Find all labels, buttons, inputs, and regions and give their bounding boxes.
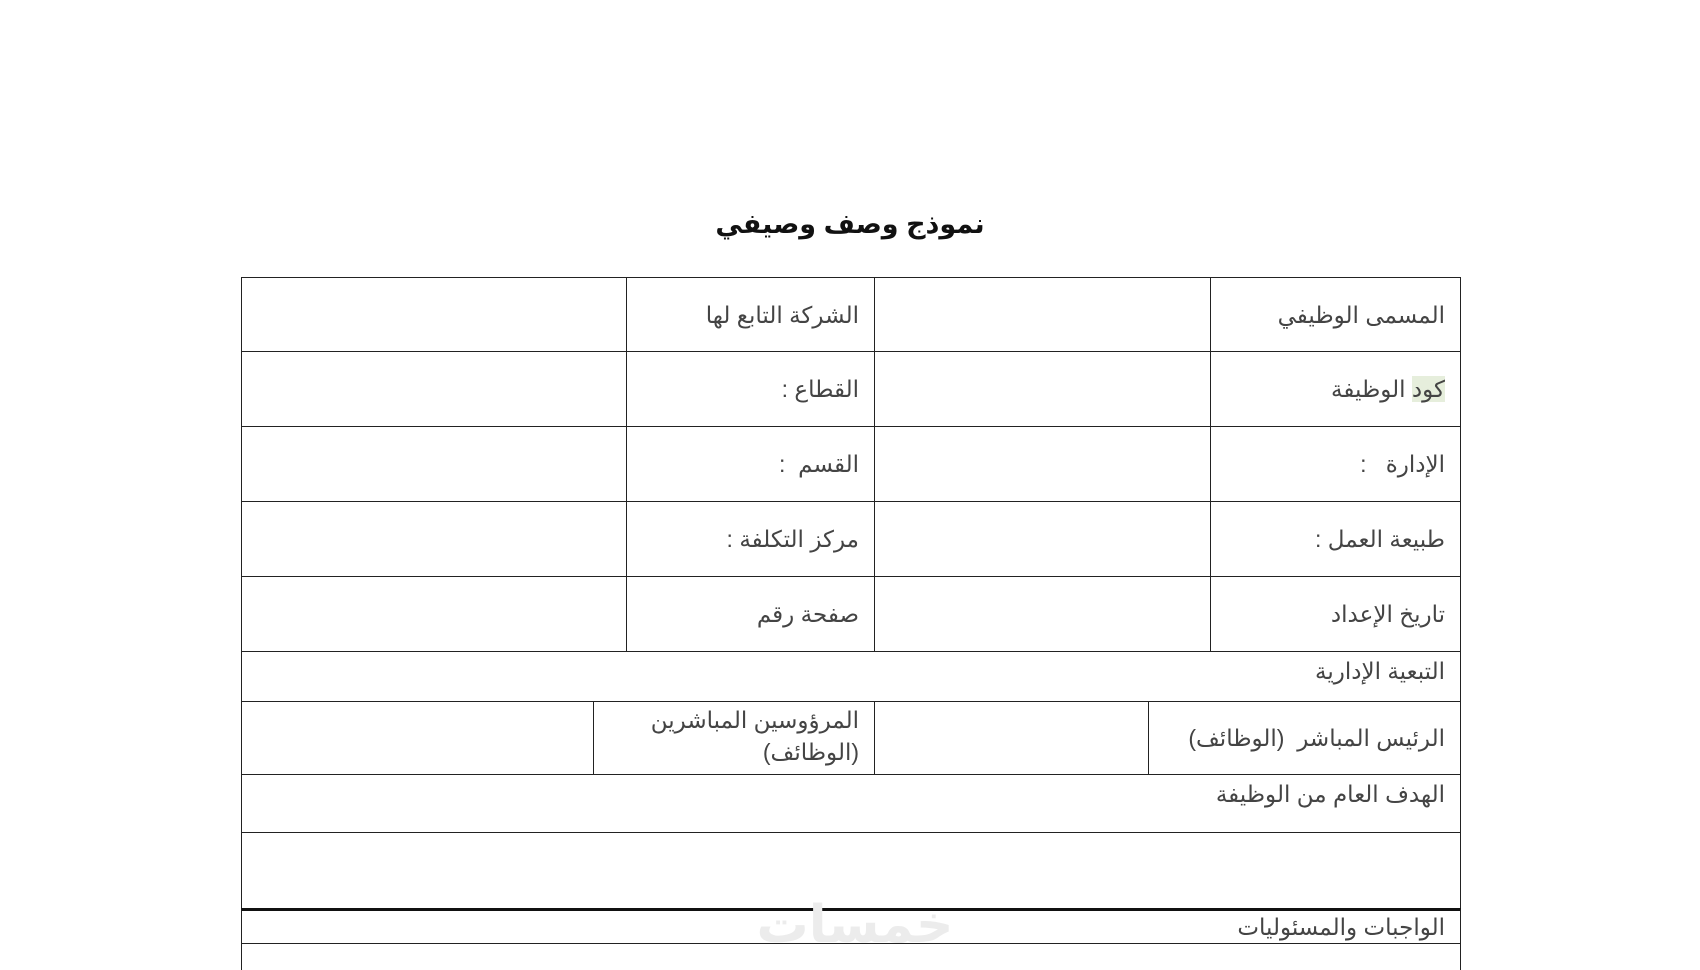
form-row-job-objective — [241, 774, 1461, 833]
job-code-label-rest: الوظيفة — [1331, 376, 1412, 402]
sector-label: القطاع : — [781, 376, 859, 402]
form-row-duties — [241, 908, 1461, 944]
sector-label-cell — [626, 351, 875, 427]
section-value-cell[interactable] — [241, 426, 627, 502]
work-nature-label-cell — [1210, 501, 1461, 577]
job-code-value-cell[interactable] — [874, 351, 1211, 427]
job-objective-label: الهدف العام من الوظيفة — [1215, 781, 1445, 807]
section-label-cell — [626, 426, 875, 502]
page-number-label-cell — [626, 576, 875, 652]
direct-manager-label-cell — [1148, 701, 1461, 775]
duties-label: الواجبات والمسئوليات — [1237, 914, 1445, 940]
direct-manager-value-cell[interactable] — [874, 701, 1149, 775]
direct-subordinates-label-cell — [593, 701, 875, 775]
admin-affiliation-cell — [241, 651, 1461, 702]
direct-subordinates-value-cell[interactable] — [241, 701, 594, 775]
company-label-cell — [626, 277, 875, 352]
form-row-job-title — [241, 277, 1461, 352]
job-objective-value-cell[interactable] — [241, 832, 1461, 909]
form-row-admin-affiliation — [241, 651, 1461, 702]
department-label: الإدارة : — [1360, 451, 1445, 477]
job-objective-label-cell — [241, 774, 1461, 833]
job-title-value-cell[interactable] — [874, 277, 1211, 352]
job-description-form — [241, 277, 1461, 970]
company-label: الشركة التابع لها — [705, 301, 859, 328]
cost-center-label: مركز التكلفة : — [726, 526, 859, 552]
direct-subordinates-line2: (الوظائف) — [762, 739, 859, 765]
department-value-cell[interactable] — [874, 426, 1211, 502]
job-code-highlight: كود — [1411, 376, 1445, 402]
cost-center-value-cell[interactable] — [241, 501, 627, 577]
form-row-reporting — [241, 701, 1461, 775]
job-code-label — [1331, 374, 1445, 404]
job-title-label: المسمى الوظيفي — [1277, 301, 1445, 328]
page-number-value-cell[interactable] — [241, 576, 627, 652]
sector-value-cell[interactable] — [241, 351, 627, 427]
direct-subordinates-label — [651, 704, 859, 768]
form-row-prep-date — [241, 576, 1461, 652]
page-number-label: صفحة رقم — [756, 601, 859, 627]
prep-date-value-cell[interactable] — [874, 576, 1211, 652]
form-row-work-nature — [241, 501, 1461, 577]
direct-subordinates-line1: المرؤوسين المباشرين — [650, 707, 859, 733]
work-nature-label: طبيعة العمل : — [1315, 526, 1445, 552]
prep-date-label-cell — [1210, 576, 1461, 652]
department-label-cell — [1210, 426, 1461, 502]
form-row-job-objective-value — [241, 832, 1461, 909]
work-nature-value-cell[interactable] — [874, 501, 1211, 577]
form-row-job-code — [241, 351, 1461, 427]
form-row-duties-value — [241, 943, 1461, 970]
duties-label-cell — [241, 908, 1461, 944]
section-label: القسم : — [778, 451, 859, 477]
direct-manager-label: الرئيس المباشر (الوظائف) — [1188, 725, 1445, 751]
prep-date-label: تاريخ الإعداد — [1330, 601, 1445, 627]
cost-center-label-cell — [626, 501, 875, 577]
duties-value-cell[interactable] — [241, 943, 1461, 970]
job-code-label-cell — [1210, 351, 1461, 427]
page-title: نموذج وصف وصيفي — [715, 209, 985, 239]
form-row-department — [241, 426, 1461, 502]
admin-affiliation-label: التبعية الإدارية — [1314, 658, 1445, 684]
job-title-label-cell — [1210, 277, 1461, 352]
company-value-cell[interactable] — [241, 277, 627, 352]
watermark-logo: خمسات — [756, 896, 954, 954]
